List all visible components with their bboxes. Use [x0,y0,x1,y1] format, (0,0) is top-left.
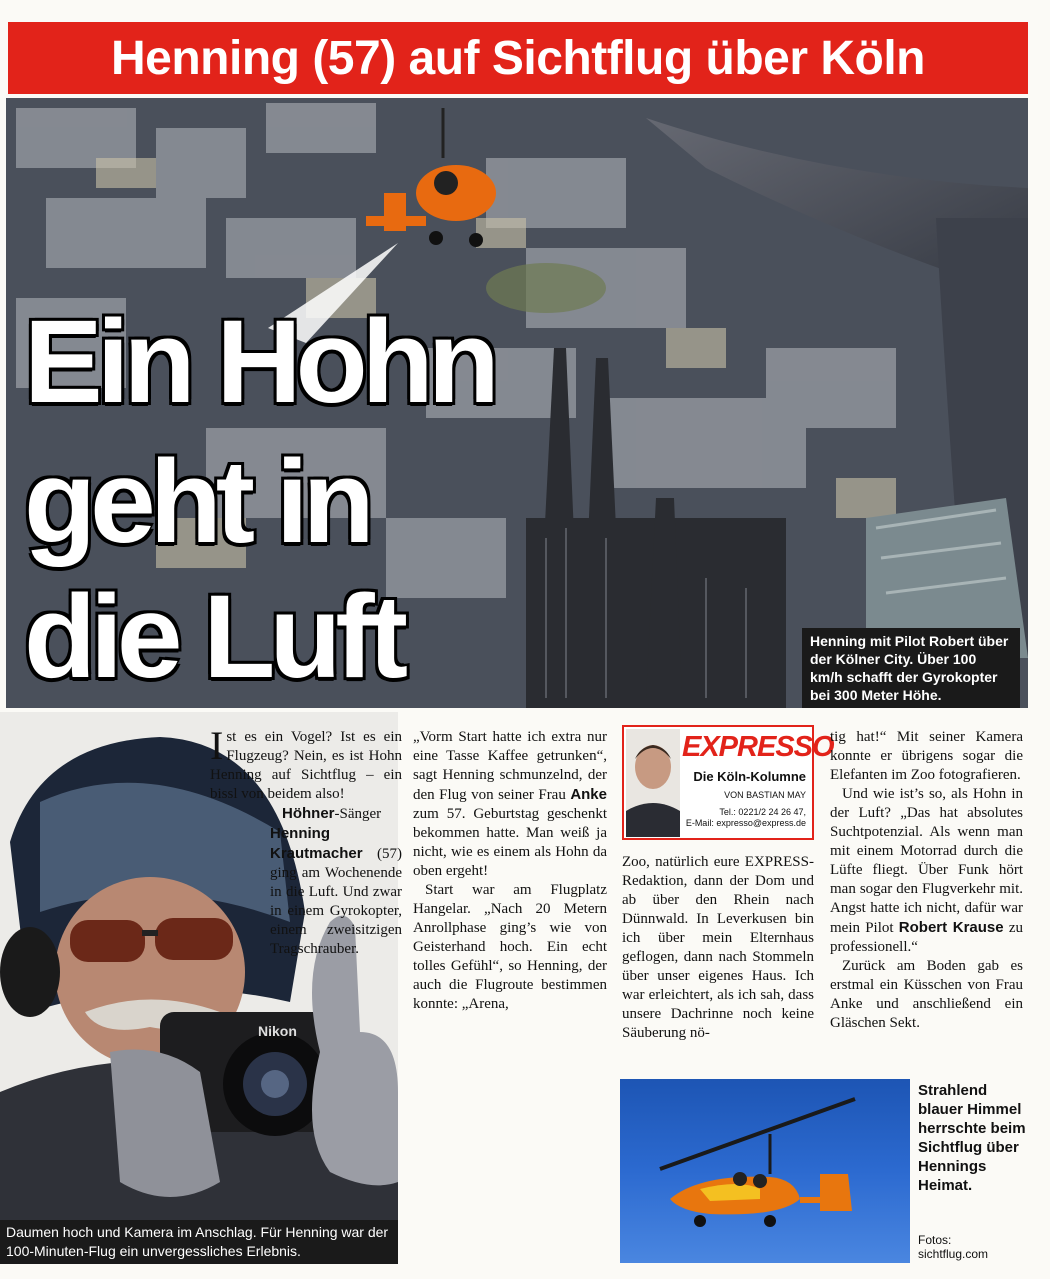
column1-text-2: (57) ging am Wochenende in die Luft. Und zwar in einem Gyrokopter, einem zweisitzigen Tragschrauber. [270,846,402,957]
drop-cap: I [210,723,224,768]
article-column-4 [830,728,1023,1033]
hero-title-line-2: geht in [24,436,369,568]
column4-bold-robert: Robert Krause [898,919,1004,936]
headline: Henning (57) auf Sichtflug über Köln [111,31,925,85]
portrait-caption: Daumen hoch und Kamera im Anschlag. Für Henning war der 100-Minuten-Flug ein unvergessliches Erlebnis. [0,1220,398,1264]
author-photo [626,729,680,837]
gyrocopter-photo [620,1079,910,1263]
camera-brand: Nikon [258,1023,297,1039]
column2-text-1: „Vorm Start hatte ich extra nur eine Tasse Kaffee getrunken“, sagt Henning schmunzelnd, der den Flug von seiner Frau [413,729,607,803]
article-column-3 [622,853,814,1043]
photo-credit [918,1233,988,1261]
gyrocopter-image [620,1079,910,1263]
column2-bold-anke: Anke [570,786,607,803]
column1-bold-henning: Henning Krautmacher [270,825,363,862]
column2-text-2: zum 57. Geburtstag geschenkt bekommen hatte. Man weiß ja nicht, wie es einem als Hohn da oben ergeht! [413,806,607,879]
expresso-contact [686,807,806,829]
expresso-logo: EXPRESSO [682,731,834,763]
headline-bar [8,22,1028,94]
expresso-phone: Tel.: 0221/2 24 26 47, [719,807,806,817]
expresso-author: VON BASTIAN MAY [724,790,806,800]
expresso-subtitle: Die Köln-Kolumne [693,769,806,784]
hero-title-line-3: die Luft [24,571,403,703]
column4-text-2: zu professionell.“ [830,920,1023,955]
column3-paragraph-1: Zoo, natürlich eure EXPRESS-Redaktion, dann der Dom und ab über den Rhein nach Dünnwald. In Leverkusen bin ich über mein Elternhaus geflogen, dann nach Stommeln über unser eigenes Haus. Ich war erleichtert, als ich sah, dass unsere Dachrinne noch keine Säuberung nö- [622,854,814,1041]
photo-credit-source: sichtflug.com [918,1247,989,1261]
gyro-caption: Strahlend blauer Himmel herrschte beim Sichtflug über Hennings Heimat. [918,1082,1026,1194]
hero-title-line-1: Ein Hohn [24,296,494,428]
column1-bold-hoehner: Höhner [282,805,335,822]
column1-paragraph-1: st es ein Vogel? Ist es ein Flugzeug? Nein, es ist Hohn Henning auf Sichtflug – ein bissl von beidem also! [210,729,402,802]
column4-paragraph-3: Zurück am Boden gab es erstmal ein Küsschen von Frau Anke und anschließend ein Gläschen Sekt. [830,958,1023,1031]
hero-caption: Henning mit Pilot Robert über der Kölner City. Über 100 km/h schafft der Gyrokopter bei 300 Meter Höhe. [802,628,1020,708]
column2-paragraph-2: Start war am Flugplatz Hangelar. „Nach 20 Metern Anrollphase ging’s wie von Geisterhand hoch. Ein echt tolles Gefühl“, so Henning, der auch die Flugroute bestimmen konnte: „Arena, [413,882,607,1012]
article-column-2 [413,728,607,1014]
hero-photo [6,98,1028,708]
expresso-email: E-Mail: expresso@express.de [685,818,806,828]
photo-credit-label: Fotos: [918,1233,952,1247]
column4-text-1: Und wie ist’s so, als Hohn in der Luft? „Das hat absolutes Suchtpotenzial. Als wenn man mit einem Motorrad durch die Lüfte fliegt. Über Funk hört man sogar den Flugverkehr mit. Angst hatte ich nicht, dafür war mein Pilot [830,786,1023,936]
column1-text-1: -Sänger [334,806,382,822]
expresso-column-box [622,725,834,840]
column4-paragraph-1: tig hat!“ Mit seiner Kamera konnte er übrigens sogar die Elefanten im Zoo fotografieren. [830,729,1023,783]
article-column-1 [210,723,402,959]
